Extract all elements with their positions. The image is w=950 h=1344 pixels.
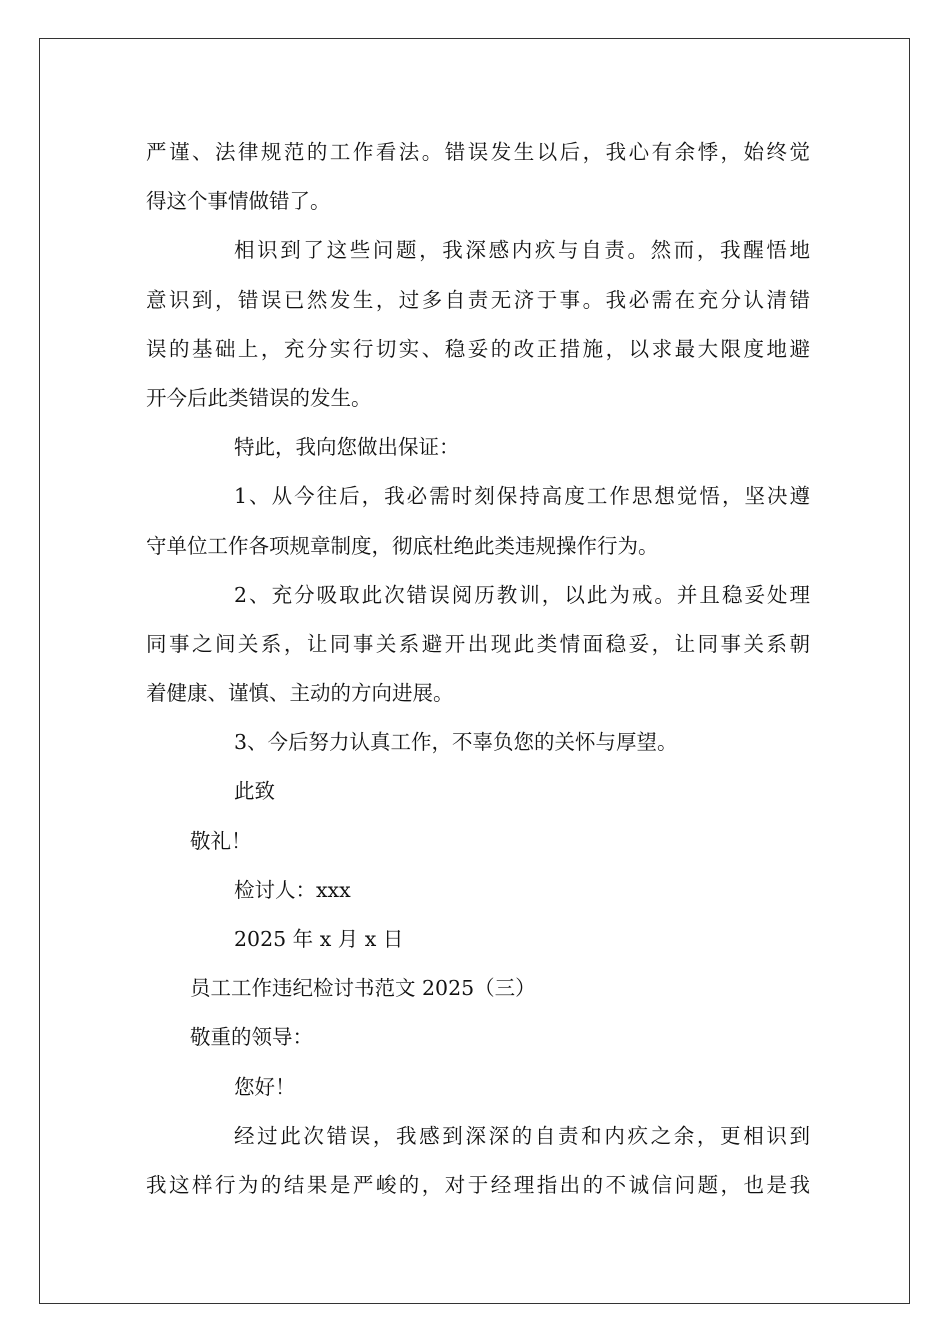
body-line: 严谨、法律规范的工作看法。错误发生以后，我心有余悸，始终觉 [146, 140, 810, 164]
body-line: 相识到了这些问题，我深感内疚与自责。然而，我醒悟地 [234, 238, 810, 263]
greeting-line: 您好！ [234, 1074, 296, 1099]
body-line: 误的基础上，充分实行切实、稳妥的改正措施，以求最大限度地避 [146, 336, 810, 361]
document-body [146, 128, 810, 1210]
list-item: 3、今后努力认真工作，不辜负您的关怀与厚望。 [234, 730, 678, 755]
list-item-continued: 守单位工作各项规章制度，彻底杜绝此类违规操作行为。 [146, 533, 659, 558]
signature-line: 检讨人：xxx [234, 877, 351, 902]
list-item-continued: 同事之间关系，让同事关系避开出现此类情面稳妥，让同事关系朝 [146, 631, 810, 656]
greeting: 敬重的领导： [190, 1025, 313, 1050]
body-line: 经过此次错误，我感到深深的自责和内疚之余，更相识到 [234, 1123, 810, 1148]
section-title: 员工工作违纪检讨书范文 2025（三） [190, 976, 536, 1001]
body-line: 开今后此类错误的发生。 [146, 385, 372, 410]
body-line: 得这个事情做错了。 [146, 189, 331, 214]
body-line: 我这样行为的结果是严峻的，对于经理指出的不诚信问题，也是我 [146, 1172, 810, 1197]
body-line: 意识到，错误已然发生，过多自责无济于事。我必需在充分认清错 [146, 287, 810, 312]
body-line: 特此，我向您做出保证： [234, 435, 460, 460]
list-item: 1、从今往后，我必需时刻保持高度工作思想觉悟，坚决遵 [234, 484, 810, 509]
date-line: 2025 年 x 月 x 日 [234, 927, 404, 951]
list-item: 2、充分吸取此次错误阅历教训，以此为戒。并且稳妥处理 [234, 582, 810, 607]
list-item-continued: 着健康、谨慎、主动的方向进展。 [146, 681, 454, 706]
salutation-closing: 敬礼！ [190, 828, 252, 853]
closing-line: 此致 [234, 779, 275, 804]
